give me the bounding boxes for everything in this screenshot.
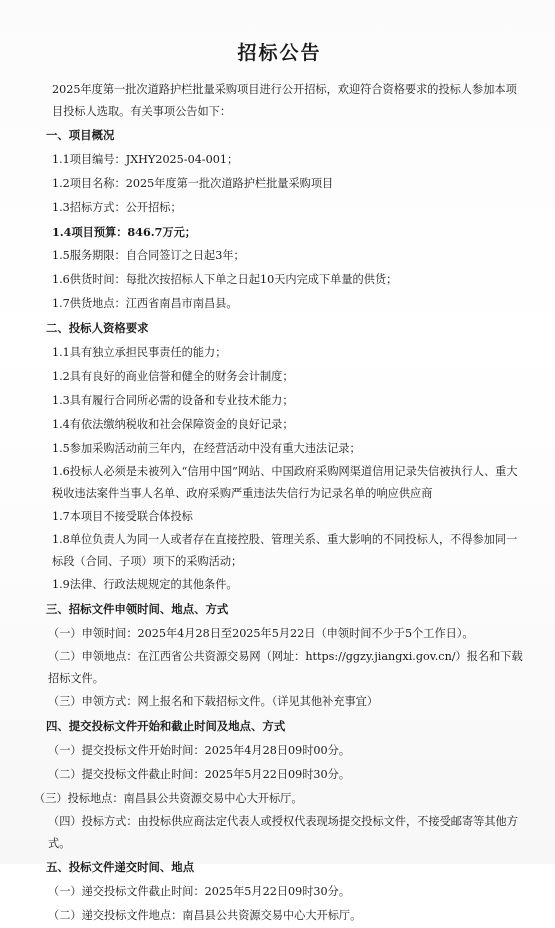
s2-item: 1.6投标人必须是未被列入“信用中国”网站、中国政府采购网渠道信用记录失信被执行人、重大税收违法案件当事人名单、政府采购严重违法失信行为记录名单的响应供应商: [52, 465, 518, 500]
s1-item: 1.1项目编号：JXHY2025-04-001；: [52, 153, 239, 166]
s1-item-budget: 1.4项目预算：846.7万元；: [52, 225, 196, 239]
s1-item: 1.6供货时间：每批次按招标人下单之日起10天内完成下单量的供货；: [52, 273, 398, 286]
s2-item: 1.5参加采购活动前三年内，在经营活动中没有重大违法记录；: [52, 442, 361, 455]
s2-item: 1.2具有良好的商业信誉和健全的财务会计制度；: [52, 370, 294, 383]
s2-item: 1.7本项目不接受联合体投标: [52, 510, 193, 523]
s3-item: （一）申领时间：2025年4月28日至2025年5月22日（申领时间不少于5个工作日）。: [48, 627, 474, 640]
s5-item: （二）递交投标文件地点：南昌县公共资源交易中心大开标厅。: [48, 909, 362, 922]
section-1-heading: 一、项目概况: [46, 128, 115, 142]
s2-item: 1.1具有独立承担民事责任的能力；: [52, 346, 227, 359]
s1-item: 1.2项目名称：2025年度第一批次道路护栏批量采购项目: [52, 177, 334, 190]
s3-item: （三）申领方式：网上报名和下载招标文件。（详见其他补充事宜）: [48, 695, 379, 708]
s2-item: 1.3具有履行合同所必需的设备和专业技术能力；: [52, 394, 294, 407]
s2-item: 1.4有依法缴纳税收和社会保障资金的良好记录；: [52, 418, 294, 431]
s4-item: （一）提交投标文件开始时间：2025年4月28日09时00分。: [48, 744, 351, 757]
intro-paragraph: 2025年度第一批次道路护栏批量采购项目进行公开招标，欢迎符合资格要求的投标人参加本项目投标人选取。有关事项公告如下：: [52, 83, 517, 118]
s5-item: （一）递交投标文件截止时间：2025年5月22日09时30分。: [48, 885, 351, 898]
section-3-heading: 三、招标文件申领时间、地点、方式: [46, 602, 229, 616]
s3-item: （二）申领地点：在江西省公共资源交易网（网址：https://ggzy.jiangxi.gov.cn/）报名和下载招标文件。: [48, 650, 523, 685]
section-2-heading: 二、投标人资格要求: [46, 321, 149, 335]
s1-item: 1.5服务期限：自合同签订之日起3年；: [52, 249, 245, 262]
section-4-heading: 四、提交投标文件开始和截止时间及地点、方式: [46, 719, 286, 733]
section-5-heading: 五、投标文件递交时间、地点: [46, 860, 195, 874]
document-title: 招标公告: [237, 42, 322, 64]
s1-item: 1.3招标方式：公开招标；: [52, 201, 182, 214]
s4-item: （二）提交投标文件截止时间：2025年5月22日09时30分。: [48, 768, 351, 781]
s1-item: 1.7供货地点：江西省南昌市南昌县。: [52, 297, 238, 310]
s2-item: 1.9法律、行政法规规定的其他条件。: [52, 578, 238, 591]
s2-item: 1.8单位负责人为同一人或者存在直接控股、管理关系、重大影响的不同投标人，不得参加同一标段（合同、子项）项下的采购活动；: [52, 533, 518, 568]
s4-item: （四）投标方式：由投标供应商法定代表人或授权代表现场提交投标文件，不接受邮寄等其他方式。: [48, 815, 518, 850]
s4-item: （三）投标地点：南昌县公共资源交易中心大开标厅。: [34, 792, 303, 805]
